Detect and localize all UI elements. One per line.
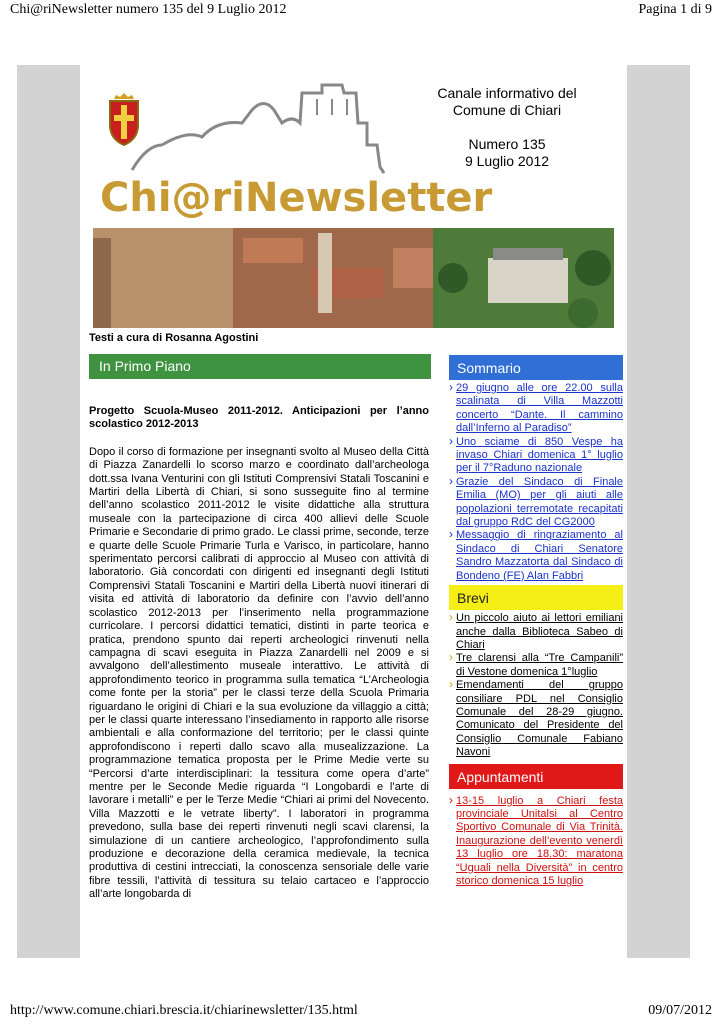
sommario-link[interactable]: › Grazie del Sindaco di Finale Emilia (MO) per gli aiuti alle popolazioni terremotate recapitati dal gruppo RdC del CG2000 [449,476,623,530]
curator-credit: Testi a cura di Rosanna Agostini [89,332,259,344]
print-header [0,0,724,22]
appuntamenti-list [449,795,623,889]
brevi-link[interactable]: › Emendamenti del gruppo consiliare PDL nel Consiglio Comunale del 28-29 giugno. Comunicato del Presidente del Consiglio Comunale Fabiano Navoni [449,679,623,759]
brevi-link[interactable]: › Un piccolo aiuto ai lettori emiliani anche dalla Biblioteca Sabeo di Chiari [449,612,623,652]
channel-line-1: Canale informativo del [437,85,577,101]
section-header-appuntamenti [449,764,623,789]
print-date: 09/07/2012 [648,1003,712,1018]
masthead-logo [92,75,493,225]
issue-date: 9 Luglio 2012 [464,153,550,169]
main-article [89,405,429,902]
page-url: http://www.comune.chiari.brescia.it/chiarinewsletter/135.html [10,1003,358,1018]
sommario-link[interactable]: › Uno sciame di 850 Vespe ha invaso Chiari domenica 1° luglio per il 7°Raduno nazionale [449,436,623,476]
sommario-link[interactable]: › Messaggio di ringraziamento al Sindaco di Chiari Senatore Sandro Mazzatorta dal Sindaco di Bondeno (FE) Alan Fabbri [449,529,623,583]
channel-line-2: Comune di Chiari [452,102,562,118]
brevi-list [449,612,623,759]
sommario-title: Sommario [457,360,521,376]
section-title: In Primo Piano [99,358,191,374]
newsletter-logo-text: Chi@riNewsletter [100,175,493,221]
page-number: Pagina 1 di 9 [638,2,712,17]
article-title: Progetto Scuola-Museo 2011-2012. Anticipazioni per l’anno scolastico 2012-2013 [89,405,429,431]
section-header-sommario [449,355,623,380]
brevi-link[interactable]: › Tre clarensi alla “Tre Campanili” di Vestone domenica 1°luglio [449,652,623,679]
print-header-title: Chi@riNewsletter numero 135 del 9 Luglio 2012 [10,2,287,17]
newsletter-content [80,65,627,958]
appuntamenti-title: Appuntamenti [457,768,544,785]
sidebar [449,355,623,888]
section-header-brevi [449,585,623,610]
print-footer [0,1002,724,1024]
appuntamenti-link[interactable]: › 13-15 luglio a Chiari festa provinciale Unitalsi al Centro Sportivo Comunale di Via Trinità. Inaugurazione dell’evento venerdì 13 luglio ore 18.30: maratona “Uguali nella Diversità” in centro storico domenica 15 luglio [449,795,623,889]
article-body: Dopo il corso di formazione per insegnanti svolto al Museo della Città di Piazza Zanardelli lo scorso marzo e coordinato dall’archeologa dott.ssa Ivana Venturini con gli Istituti Comprensivi Statali Toscanini e Martiri della Libertà di Chiari, si sono susseguite fino al termine dell’anno scolastico 2011-2012 le visite didattiche alla struttura museale con la partecipazione di circa 400 allievi delle Scuole Primarie e Secondarie di primo grado. Le classi prime, seconde, terze e quarte delle Scuole Primarie Turla e Varisco, in particolare, hanno sperimentato percorsi calibrati di approccio al Museo con attività di laboratorio. Già concordati con dirigenti ed insegnanti degli Istituti Comprensivi Statali Toscanini e Martiri della Libertà nuovi itinerari di visita ed attività di laboratorio da definire con l’avvio dell’anno scolastico 2012-2013 per l’inserimento nella programmazione curricolare. I percorsi didattici tematici, distinti in parte teorica e pratica, prendono spunto dai reperti archeologici rinvenuti nella campagna di scavi eseguita in Piazza Zanardelli nel 2009 e si avvalgono dell’allestimento museale interattivo. Le attività di approfondimento teorico in programma sulla tematica “L’Archeologia come fonte per la storia” per le classi terze della Scuola Primaria riguardano le origini di Chiari e la sua evoluzione da villaggio a città; per le classi quarte interessano l’insediamento in rapporto alle risorse ambientali e alla conformazione del territorio; per le classi quinte approfondiscono i reperti dallo scavo alla musealizzazione. La programmazione tematica proposta per le Prime Medie verte su “Percorsi d’arte interdisciplinari: la tessitura come opera d’arte” mentre per le Seconde Medie riguarda “I Longobardi e l’arte di lavorare i metalli” e per le Terze Medie “Chiari ai primi del Novecento. Villa Mazzotti e le vetrate liberty”. I laboratori in programma prevedono, sulla base dei reperti rinvenuti negli scavi clarensi, la simulazione di un cantiere archeologico, l’approfondimento sulla produzione e decorazione della ceramica medievale, la tecnica produttiva di cestini intrecciati, la conoscenza sensoriale delle varie fibre tessili, l’attività di tessitura su telaio cartaceo e l’approccio all’arte longobarda di [89,445,429,901]
brevi-title: Brevi [457,590,489,607]
channel-info [407,85,607,170]
sommario-link[interactable]: › 29 giugno alle ore 22.00 sulla scalinata di Villa Mazzotti concerto “Dante. Il cammino dall’Inferno al Paradiso” [449,382,623,436]
city-aerial-photo [93,228,614,328]
issue-number: Numero 135 [468,136,546,152]
sommario-list [449,382,623,583]
section-header-primo-piano [89,354,431,379]
